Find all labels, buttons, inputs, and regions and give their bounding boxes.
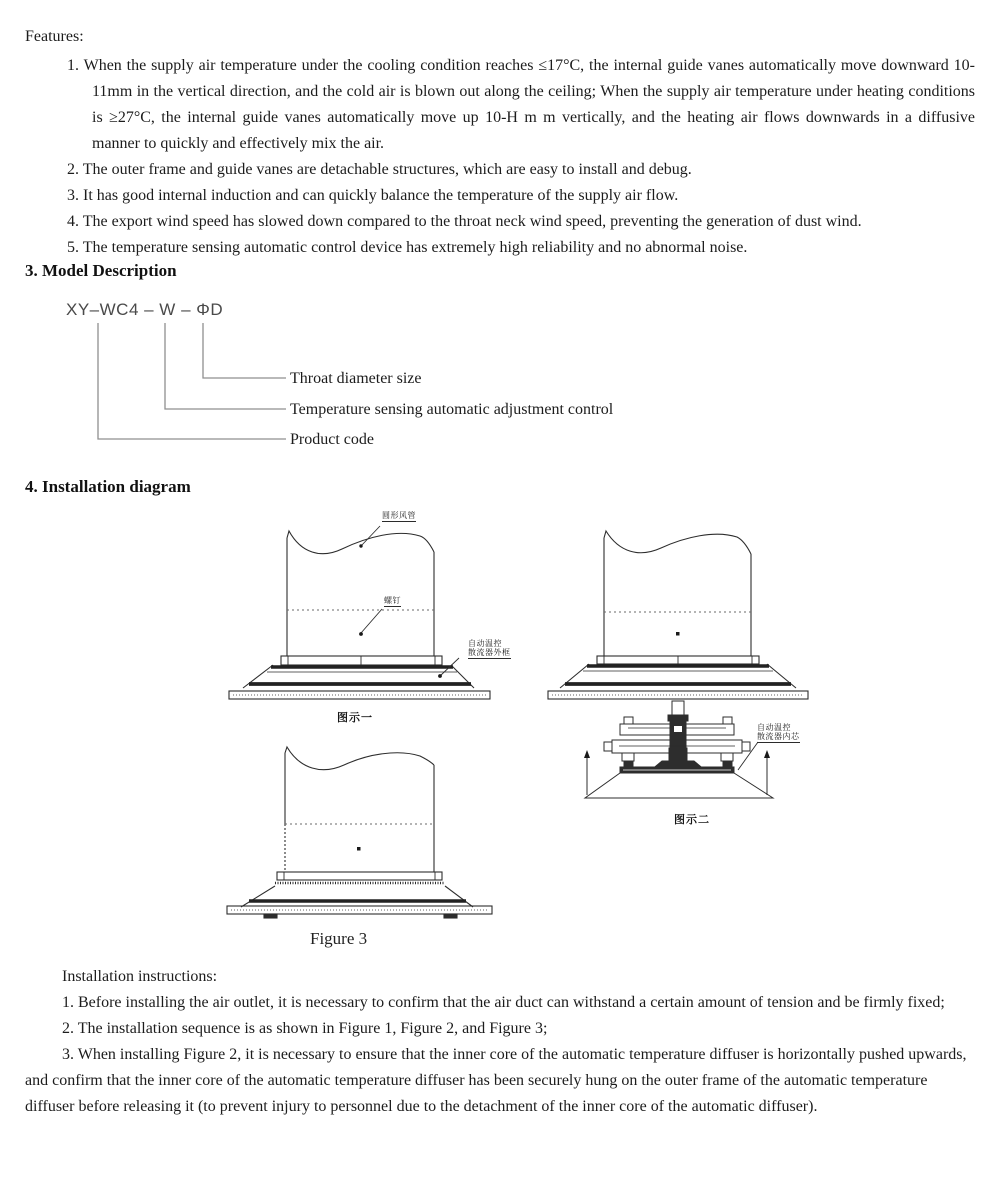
feature-item-number: 3.: [67, 187, 79, 204]
figure2-inner-core-label: [757, 723, 800, 743]
instruction-item: [25, 990, 975, 1016]
figure3-diffuser: [227, 872, 492, 918]
duct-center-dot: [357, 847, 361, 851]
core-center-clamp: [670, 722, 686, 748]
diffuser-base-plate: [227, 906, 492, 914]
feature-item-number: 2.: [67, 161, 79, 178]
figure2-duct: [604, 531, 751, 656]
top-bar-bolt-right: [723, 717, 732, 724]
feature-item-number: 5.: [67, 239, 79, 256]
figure3-caption: Figure 3: [310, 929, 368, 948]
instruction-number: 3.: [62, 1046, 74, 1063]
figure3-duct: [285, 747, 434, 872]
outer-frame-label-line2: 散流器外框: [468, 648, 511, 657]
feature-item: [67, 53, 975, 157]
feature-item-text: When the supply air temperature under the cooling condition reaches ≤17°C, the internal guide vanes automatically move downward 10-11mm in the vertical direction, and the cold air is blown out along the ceiling; When the supply air temperature under heating conditions is ≥27°C, the internal guide vanes automatically move up 10-H m m vertically, and the heating air flows downwards in a diffusive manner to quickly and effectively mix the air.: [83, 57, 976, 152]
bottom-bar-cap-left: [604, 742, 612, 751]
figure2-diffuser: [548, 656, 808, 699]
duct-wavy-top: [604, 531, 751, 554]
diffuser-flare-outline: [585, 773, 773, 798]
instruction-text: When installing Figure 2, it is necessary to ensure that the inner core of the automatic temperature diffuser is horizontally pushed upwards, and confirm that the inner core of the automatic temperature diffuser has been securely hung on the outer frame of the automatic temperature diffuser before releasing it (to prevent injury to personnel due to the detachment of the inner core of the automatic diffuser).: [25, 1046, 967, 1115]
feature-item-number: 1.: [67, 57, 79, 74]
collar-details: [284, 872, 435, 880]
diffuser-right-slant: [445, 886, 473, 907]
instruction-text: Before installing the air outlet, it is necessary to confirm that the air duct can withstand a certain amount of tension and be firmly fixed;: [78, 994, 945, 1011]
figure1-outer-frame-label: [468, 639, 511, 659]
instruction-item: [25, 1042, 975, 1120]
clamp-window: [674, 726, 682, 732]
outer-frame-label-line1: 自动温控: [468, 639, 502, 648]
figure3-drawing: [220, 745, 500, 930]
figure1-screw-label: 螺钉: [384, 596, 401, 605]
base-foot-right: [444, 914, 457, 918]
feature-item: [67, 235, 975, 261]
base-foot-left: [264, 914, 277, 918]
inner-core-label-line2: 散流器内芯: [757, 732, 800, 741]
installation-instructions: [25, 964, 975, 1120]
feature-item: [67, 157, 975, 183]
feature-item: [67, 183, 975, 209]
connector-product-code: [98, 323, 286, 439]
bottom-bar-cap-right: [742, 742, 750, 751]
figure1-duct: [287, 531, 434, 656]
instructions-heading: Installation instructions:: [62, 968, 218, 985]
figure2-inner-core-drawing: [555, 695, 820, 825]
model-code-connector-lines: [90, 320, 295, 445]
core-top-bolt: [672, 701, 684, 716]
diffuser-collar: [277, 872, 442, 880]
core-center-stem: [669, 748, 687, 760]
screw-label-leader-line: [361, 609, 382, 633]
feature-item: [67, 209, 975, 235]
inner-core-assembly: [584, 701, 773, 798]
features-list: [67, 53, 975, 261]
core-leg-left: [622, 753, 634, 761]
installation-diagram-heading: 4. Installation diagram: [25, 477, 191, 496]
figure1-drawing: [225, 505, 500, 720]
feature-item-text: The temperature sensing automatic control device has extremely high reliability and no abnormal noise.: [82, 239, 748, 256]
instruction-number: 1.: [62, 994, 74, 1011]
callout-product-code: Product code: [290, 431, 374, 448]
collar-details: [288, 656, 435, 665]
figure1-leaders: [359, 526, 459, 678]
instruction-text: The installation sequence is as shown in Figure 1, Figure 2, and Figure 3;: [77, 1020, 548, 1037]
feature-item-number: 4.: [67, 213, 79, 230]
instruction-number: 2.: [62, 1020, 74, 1037]
callout-throat-diameter: Throat diameter size: [290, 370, 422, 387]
duct-wavy-top: [285, 747, 434, 770]
duct-center-dot: [676, 632, 680, 636]
diffuser-collar: [281, 656, 442, 665]
figure1-duct-label: 圆形风管: [382, 511, 416, 520]
duct-wavy-top: [287, 531, 434, 554]
feature-item-text: The outer frame and guide vanes are detachable structures, which are easy to install and debug.: [82, 161, 692, 178]
top-bar-bolt-left: [624, 717, 633, 724]
feature-item-text: It has good internal induction and can quickly balance the temperature of the supply air flow.: [83, 187, 679, 204]
diffuser-left-slant: [241, 886, 275, 907]
feature-item-text: The export wind speed has slowed down compared to the throat neck wind speed, preventing the generation of dust wind.: [82, 213, 862, 230]
connector-throat-diameter: [203, 323, 286, 378]
figure1-diffuser: [229, 656, 490, 699]
model-description-heading: 3. Model Description: [25, 261, 177, 280]
core-bolt-flange: [668, 715, 688, 721]
connector-temperature-control: [165, 323, 286, 409]
inner-core-leader-line: [738, 742, 758, 770]
figure2-caption: 图示二: [674, 814, 710, 826]
figure1-caption: 图示一: [337, 712, 373, 724]
outer-frame-leader-dot: [438, 674, 442, 678]
collar-details: [604, 656, 752, 664]
duct-leader-dot: [359, 544, 362, 547]
core-center-base: [656, 761, 700, 766]
core-foot-right: [723, 761, 732, 766]
figure2-outer-frame-drawing: [535, 520, 820, 710]
model-code: XY–WC4 – W – ΦD: [66, 300, 224, 319]
up-arrow-left-head: [584, 750, 590, 758]
screw-leader-dot: [359, 632, 363, 636]
instruction-item: [25, 1016, 975, 1042]
features-heading: Features:: [25, 28, 84, 45]
core-foot-left: [624, 761, 633, 766]
core-leg-right: [721, 753, 733, 761]
callout-temperature-control: Temperature sensing automatic adjustment control: [290, 401, 614, 418]
up-arrow-right-head: [764, 750, 770, 758]
inner-core-label-line1: 自动温控: [757, 723, 791, 732]
